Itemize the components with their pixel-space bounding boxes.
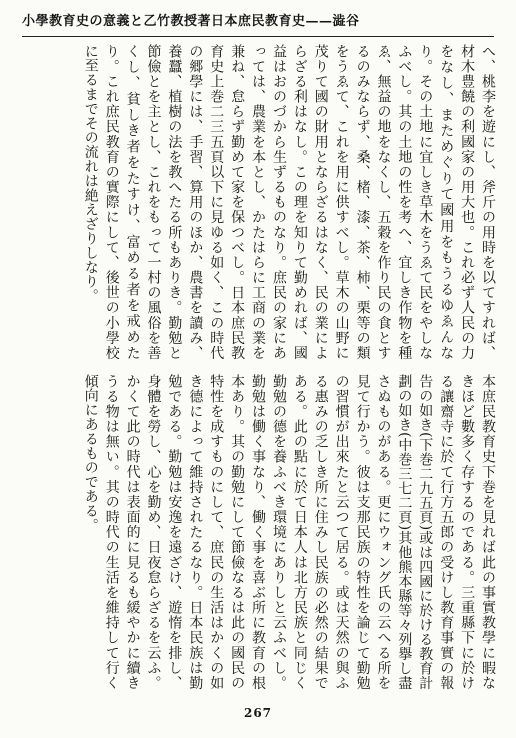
running-header: 小學教育史の意義と乙竹教授著日本庶民教育史——澁谷 [22,14,360,29]
body-text-block [18,44,498,690]
lower-text-column: 本庶民教育史下巻を見れば此の事實教學に暇なきほど數多く存するのである。三重縣下に於ける讓齋寺に於て行方五郎の受けし教育事實の報告の如き(下巻二九五頁)或は四國に於ける教育計劃の如き(中巻三七二頁)其他熊本縣等々列擧し盡さぬものがある。更にウォング氏の云へる所を見て行かう。彼は支那民族の特性を論じて勤勉の習慣が出來たと云つて居る。或は天然の與ふる惠みの乏しき所に住みし民族の必然の結果である。此の點に於て日本人は北方民族と同じく勤勉の德を養ふべき環境にありしと云ふべし。勤勉は働く事なり、働く事を喜ぶ所に教育の根本あり。其の勤勉にして節儉なるは此の國民の特性を成すものにして、庶民の生活はかくの如き德によって維持されたるなり。日本民族は勤勉である。勤勉は安逸を遠ざけ、遊惰を排し、身體を勞し、心を勤め、日夜怠らざるを云ふ。かくて此の時代は表面的に見るも緩やかに續きうる物は無い。其の時代の生活を維持して行く傾向にあるものである。 [82,374,496,690]
page-number: 267 [243,706,273,720]
header-rule [22,36,494,37]
upper-text-column: へ、桃李を遊にし、斧斤の用時を以てすれば、材木豊饒の利國家の用大也。これ必ず人民の力をなし、まためぐりて國用をもうるゆゑんなり。その土地に宜しき草木をうゑて民をやしなふべし。其の土地の性を考へ、宜しき作物を種ゑ、無益の地をなくし、五穀を作り民の食とするのみならず、桑、楮、漆、茶、柿、栗等の類をうゑて、これを用に供すべし。草木の山野に茂りて國の財用とならざるはなく、民の業によらざる利はなし。この理を知りて勤めれば、國益はおのづから生ずるものなり。庶民の家にあっては、農業を本とし、かたはらに工商の業を兼ね、怠らず勤めて家を保つべし。日本庶民教育史上巻二三五頁以下に見ゆる如く、この時代の郷學には、手習、算用のほか、農書を讀み、養蠶、植樹の法を教へたる所もありき。勤勉と節儉とを主とし、これをもって一村の風俗を善くし、貧しき者をたすけ、富める者を戒めたり。これ庶民教育の實際にして、後世の小學校に至るまでその流れは絶えざりしなり。 [82,44,496,360]
column-divider [18,360,498,374]
